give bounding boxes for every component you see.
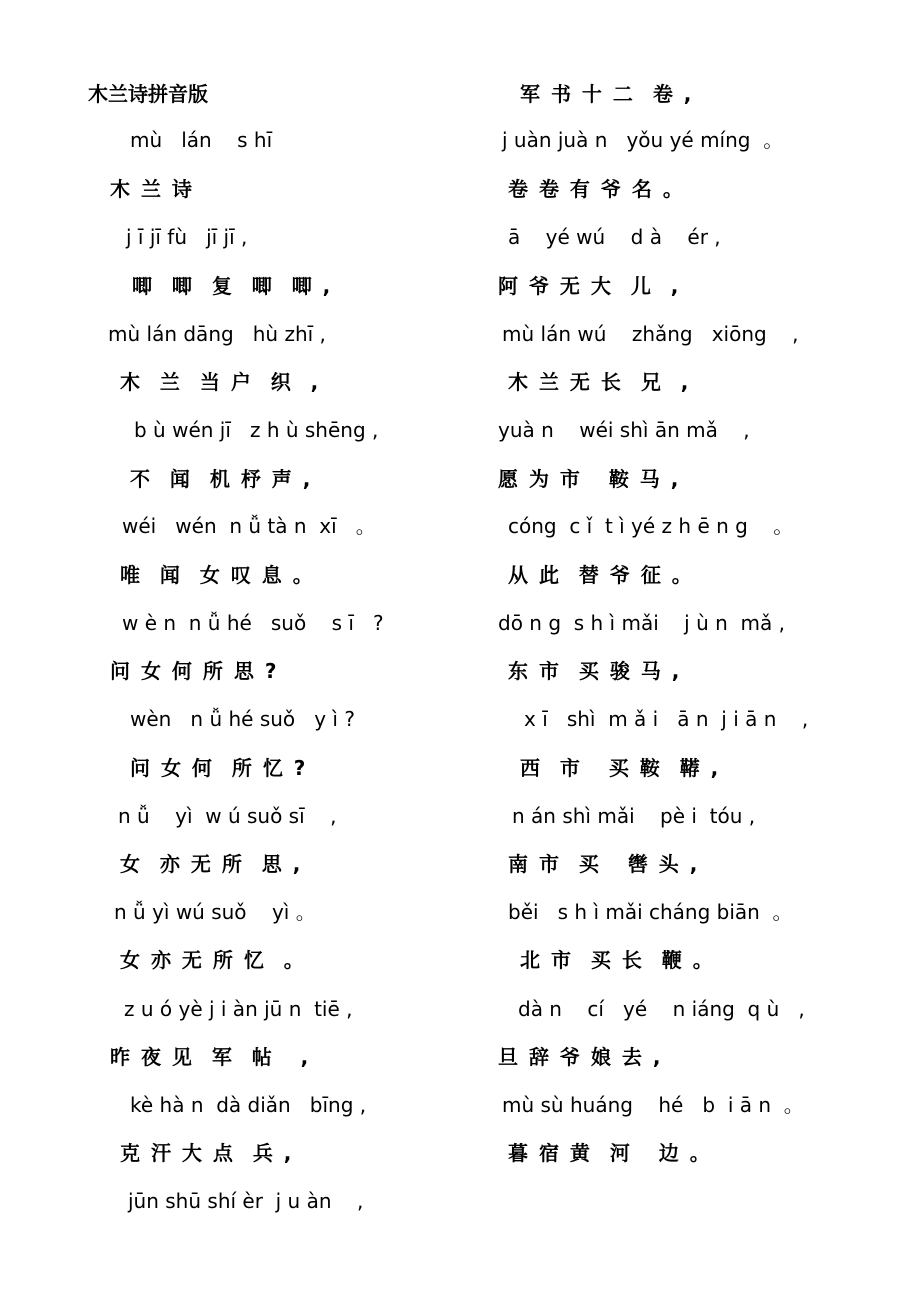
hanzi-line: 女 亦 无 所 思 , — [120, 852, 303, 876]
hanzi-line: 北 市 买 长 鞭 。 — [520, 948, 715, 972]
pinyin-line: kè hà n dà diǎn bīng , — [130, 1093, 367, 1117]
pinyin-line: x ī shì m ǎ i ā n j i ā n , — [524, 707, 809, 731]
hanzi-line: 不 闻 机 杼 声 , — [130, 467, 313, 491]
pinyin-line: mù lán s hī — [130, 128, 273, 152]
hanzi-line: 女 亦 无 所 忆 。 — [120, 948, 306, 972]
hanzi-line: 问 女 何 所 思 ? — [110, 659, 279, 683]
hanzi-line: 愿 为 市 鞍 马 , — [498, 467, 681, 491]
pinyin-line: yuà n wéi shì ān mǎ , — [498, 418, 750, 442]
hanzi-line: 军 书 十 二 卷 , — [520, 82, 694, 106]
pinyin-line: mù sù huáng hé b i ā n 。 — [502, 1093, 804, 1117]
hanzi-line: 暮 宿 黄 河 边 。 — [508, 1141, 712, 1165]
pinyin-line: wéi wén n ǚ tà n xī 。 — [122, 514, 376, 538]
hanzi-line: 旦 辞 爷 娘 去 , — [498, 1045, 663, 1069]
pinyin-line: wèn n ǚ hé suǒ y ì ? — [130, 707, 355, 731]
hanzi-line: 唯 闻 女 叹 息 。 — [120, 563, 315, 587]
pinyin-line: cóng c ǐ t ì yé z h ē n g 。 — [508, 514, 794, 538]
pinyin-line: b ù wén jī z h ù shēng , — [134, 418, 379, 442]
pinyin-line: n án shì mǎi pè i tóu , — [512, 804, 756, 828]
hanzi-line: 木 兰 当 户 织 , — [120, 370, 321, 394]
pinyin-line: j uàn juà n yǒu yé míng 。 — [502, 128, 784, 152]
hanzi-line: 南 市 买 辔 头 , — [508, 852, 700, 876]
pinyin-line: dō n g s h ì mǎi j ù n mǎ , — [498, 611, 785, 635]
hanzi-line: 东 市 买 骏 马 , — [508, 659, 682, 683]
pinyin-line: mù lán dāng hù zhī , — [108, 322, 326, 346]
hanzi-line: 木 兰 诗 — [110, 177, 194, 201]
pinyin-line: w è n n ǚ hé suǒ s ī ? — [122, 611, 384, 635]
pinyin-line: ā yé wú d à ér , — [508, 225, 721, 249]
pinyin-line: j ī jī fù jī jī , — [126, 225, 248, 249]
pinyin-line: jūn shū shí èr j u àn , — [128, 1189, 364, 1213]
hanzi-line: 问 女 何 所 忆 ? — [130, 756, 308, 780]
pinyin-line: z u ó yè j i àn jū n tiē , — [124, 997, 353, 1021]
pinyin-line: běi s h ì mǎi cháng biān 。 — [508, 900, 793, 924]
pinyin-line: dà n cí yé n iáng q ù , — [518, 997, 805, 1021]
pinyin-line: n ǚ yì wú suǒ yì 。 — [114, 900, 316, 924]
document-title: 木兰诗拼音版 — [88, 82, 208, 106]
hanzi-line: 木 兰 无 长 兄 , — [508, 370, 691, 394]
hanzi-line: 从 此 替 爷 征 。 — [508, 563, 694, 587]
hanzi-line: 克 汗 大 点 兵 , — [120, 1141, 294, 1165]
pinyin-line: mù lán wú zhǎng xiōng , — [502, 322, 799, 346]
hanzi-line: 卷 卷 有 爷 名 。 — [508, 177, 685, 201]
hanzi-line: 阿 爷 无 大 儿 , — [498, 274, 681, 298]
hanzi-line: 唧 唧 复 唧 唧 , — [132, 274, 333, 298]
hanzi-line: 西 市 买 鞍 鞯 , — [520, 756, 721, 780]
hanzi-line: 昨 夜 见 军 帖 , — [110, 1045, 311, 1069]
pinyin-line: n ǚ yì w ú suǒ sī , — [118, 804, 337, 828]
